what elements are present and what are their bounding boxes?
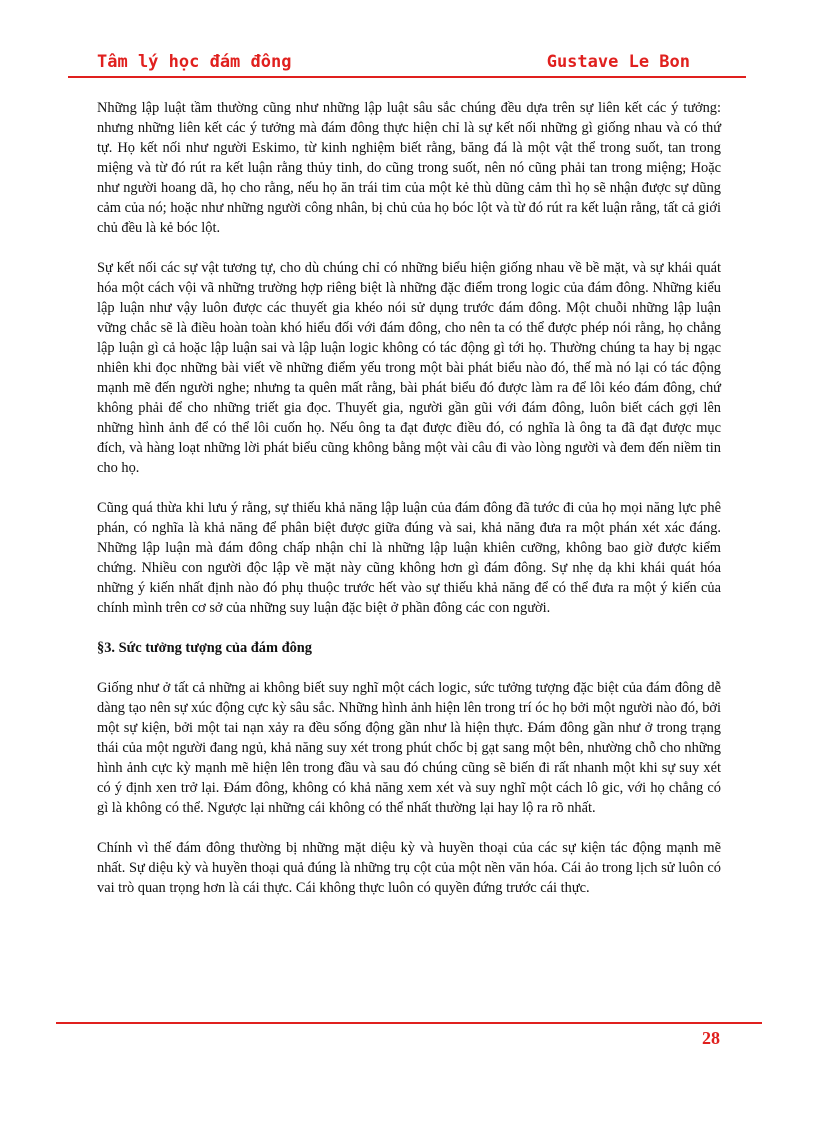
body-text (97, 98, 721, 918)
paragraph: Giống như ở tất cả những ai không biết suy nghĩ một cách logic, sức tưởng tượng đặc biệt của đám đông dễ dàng tạo nên sự xúc động cực kỳ sâu sắc. Những hình ảnh hiện lên trong trí óc họ bởi một người nào đó, bởi một sự kiện, bởi một tai nạn xảy ra đều sống động gần như là hiện thực. Đám đông gần như ở trong trạng thái của một người đang ngủ, khả năng suy xét trong phút chốc bị gạt sang một bên, nhường chỗ cho những hình ảnh cực kỳ mạnh mẽ hiện lên trong đầu và sau đó chúng cũng sẽ biến đi rất nhanh một khi sự suy xét có ý định xen trở lại. Đám đông, không có khả năng xem xét và suy nghĩ một cách lô gic, với họ chẳng có gì là không có thể. Ngược lại những cái không có thể nhất thường lại hay lộ ra rõ nhất. (97, 680, 721, 816)
header-rule (68, 76, 746, 78)
section-heading: §3. Sức tưởng tượng của đám đông (97, 640, 312, 656)
footer-rule (56, 1022, 762, 1024)
paragraph: Những lập luật tầm thường cũng như những lập luật sâu sắc chúng đều dựa trên sự liên kết các ý tưởng: nhưng những liên kết các ý tưởng mà đám đông thực hiện chỉ là sự kết nối những gì giống nhau và có thứ tự. Họ kết nối như người Eskimo, từ kinh nghiệm biết rằng, băng đá là một vật thể trong suốt, tan trong miệng và từ đó rút ra kết luận rằng thủy tinh, do cũng trong suốt, nên nó cũng phải tan trong miệng; Hoặc như người hoang dã, họ cho rằng, nếu họ ăn trái tim của một kẻ thù dũng cảm thì họ sẽ nhận được sự dũng cảm của nó; hoặc như những người công nhân, bị chủ của họ bóc lột và từ đó rút ra kết luận rằng, tất cả giới chủ đều là kẻ bóc lột. (97, 100, 721, 236)
paragraph: Chính vì thế đám đông thường bị những mặt diệu kỳ và huyền thoại của các sự kiện tác động mạnh mẽ nhất. Sự diệu kỳ và huyền thoại quả đúng là những trụ cột của một nền văn hóa. Cái ảo trong lịch sử luôn có vai trò quan trọng hơn là cái thực. Cái không thực luôn có quyền đứng trước cái thực. (97, 840, 721, 896)
paragraph: Sự kết nối các sự vật tương tự, cho dù chúng chỉ có những biểu hiện giống nhau về bề mặt, và sự khái quát hóa một cách vội vã những trường hợp riêng biệt là những đặc điểm trong logic của đám đông. Những kiểu lập luận như vậy luôn được các thuyết gia khéo nói sử dụng trước đám đông. Một chuỗi những lập luận vững chắc sẽ là điều hoàn toàn khó hiểu đối với đám đông, cho nên ta có thể được phép nói rằng, họ chẳng lập luận gì cả hoặc lập luận sai và lập luận logic không có tác động gì tới họ. Thường chúng ta hay bị ngạc nhiên khi đọc những bài viết về những điểm yếu trong một bài phát biểu nào đó, thế mà nó lại có tác động mạnh mẽ đến người nghe; nhưng ta quên mất rằng, bài phát biểu đó được làm ra để lôi kéo đám đông, chứ không phải để cho những triết gia đọc. Thuyết gia, người gần gũi với đám đông, luôn biết cách gợi lên những hình ảnh để có thể lôi cuốn họ. Nếu ông ta đạt được điều đó, có nghĩa là ông ta đã đạt được mục đích, và hàng loạt những lời phát biểu cũng không bằng một vài câu đi vào lòng người và đem đến niềm tin cho họ. (97, 260, 721, 476)
page-number: 28 (702, 1028, 720, 1048)
running-header-author: Gustave Le Bon (546, 52, 690, 72)
running-header-title: Tâm lý học đám đông (97, 52, 292, 72)
paragraph: Cũng quá thừa khi lưu ý rằng, sự thiếu khả năng lập luận của đám đông đã tước đi của họ mọi năng lực phê phán, có nghĩa là khả năng để phân biệt được giữa đúng và sai, khả năng đưa ra một phán xét xác đáng. Những lập luận mà đám đông chấp nhận chỉ là những lập luận khiên cưỡng, không bao giờ được kiểm chứng. Nhiều con người độc lập về mặt này cũng không hơn gì đám đông. Sự nhẹ dạ khi khái quát hóa những ý kiến nhất định nào đó phụ thuộc trước hết vào sự thiếu khả năng để có thể đưa ra một ý kiến của chính mình trên cơ sở của những suy luận đặc biệt ở phần đông các con người. (97, 500, 721, 616)
